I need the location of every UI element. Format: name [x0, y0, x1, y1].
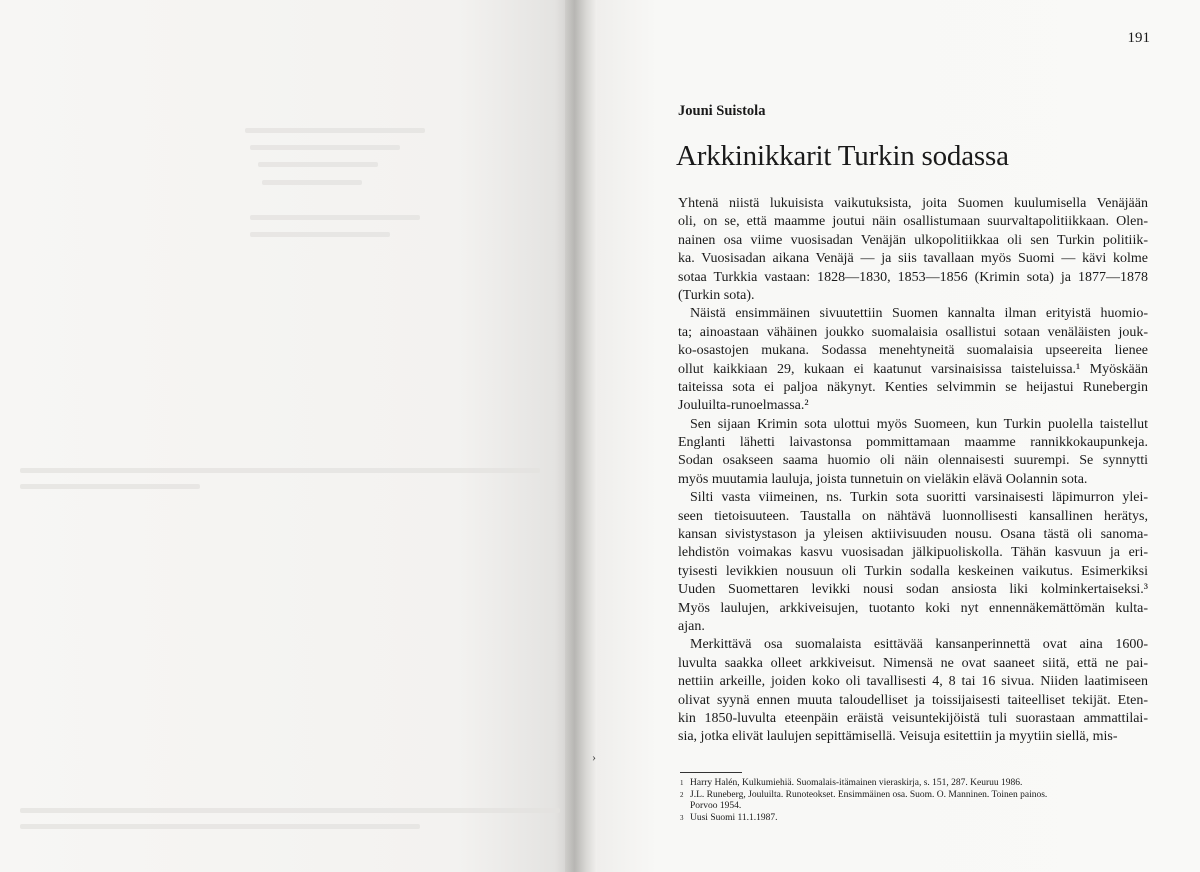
text-line: nainen osa viime vuosisadan Venäjän ulkopolitiikkaa oli sen Turkin politiik-: [678, 232, 1148, 248]
show-through-line: [20, 808, 560, 813]
footnote-number: 2: [680, 790, 684, 799]
text-line: tyisesti levikkien nousuun oli Turkin sodalla keskeinen vaikutus. Esimerkiksi: [678, 563, 1148, 579]
paragraph: [678, 489, 1148, 636]
text-line: oli, on se, että maamme joutui näin osallistumaan suurvaltapolitiikkaan. Olen-: [678, 214, 1148, 230]
footnote-rule: [680, 772, 742, 773]
footnote-text: J.L. Runeberg, Jouluilta. Runoteokset. Ensimmäinen osa. Suom. O. Manninen. Toinen painos.: [690, 789, 1048, 800]
show-through-line: [245, 128, 425, 133]
paragraph: [678, 195, 1148, 305]
text-line: seen tietoisuuteen. Taustalla on nähtävä luonnollisesti kansallinen herätys,: [678, 508, 1148, 524]
article-title: Arkkinikkarit Turkin sodassa: [676, 140, 1009, 172]
page-number: 191: [1127, 30, 1150, 46]
show-through-line: [262, 180, 362, 185]
show-through-line: [20, 484, 200, 489]
text-line: Sodan osakseen saama huomio oli näin olennaisesti suurempi. Se synnytti: [678, 453, 1148, 469]
author-name: Jouni Suistola: [678, 103, 766, 119]
text-line: ajan.: [678, 618, 705, 634]
footnote: [680, 778, 1150, 790]
text-line: myös muutamia lauluja, joista tunnetuin on vieläkin elävä Oolannin sota.: [678, 471, 1088, 487]
text-line: lehdistön voimakas kasvu vuosisadan jälkipuoliskolla. Tähän kasvuun ja eri-: [678, 545, 1148, 561]
show-through-line: [20, 824, 420, 829]
text-line: kansan sivistystason ja yleisen aktiivisuuden nousu. Osana tästä oli sanoma-: [678, 527, 1148, 543]
left-page-blank: [0, 0, 572, 872]
text-line: Näistä ensimmäinen sivuutettiin Suomen kannalta ilman erityistä huomio-: [690, 306, 1148, 322]
text-line: Sen sijaan Krimin sota ulottui myös Suomeen, kun Turkin puolella taistellut: [690, 416, 1148, 432]
footnote: [680, 813, 1150, 825]
text-line: sia, jotka elivät laulujen sepittämisellä. Veisuja esitettiin ja myytiin siellä, mis-: [678, 729, 1118, 745]
text-line: ko-osastojen mukana. Sodassa menehtyneitä suomalaisia upseereita lienee: [678, 343, 1148, 359]
text-line: luvulta saakka olleet arkkiveisut. Nimensä ne ovat saaneet siitä, että ne pai-: [678, 655, 1148, 671]
text-line: Yhtenä niistä lukuisista vaikutuksista, joita Suomen kuulumisella Venäjään: [678, 196, 1148, 211]
footnote-number: 1: [680, 779, 684, 787]
show-through-line: [258, 162, 378, 167]
text-line: nettiin arkeille, joiden koko oli tavallisesti 4, 8 tai 16 sivua. Niiden laatimiseen: [678, 674, 1148, 690]
text-line: (Turkin sota).: [678, 287, 755, 303]
text-line: Merkittävä osa suomalaista esittävää kansanperinnettä ovat aina 1600-: [690, 637, 1148, 653]
show-through-line: [250, 232, 390, 237]
footnote: [680, 801, 1150, 813]
text-line: Uuden Suomettaren levikki nousi sodan ansiosta liki kolminkertaiseksi.³: [678, 582, 1148, 598]
text-line: sotaa Turkkia vastaan: 1828—1830, 1853—1856 (Krimin sota) ja 1877—1878: [678, 269, 1148, 285]
text-line: ta; ainoastaan vähäinen joukko suomalaisia osallistui sotaan venäläisten jouk-: [678, 324, 1148, 340]
text-line: kin 1850-luvulta eteenpäin eräistä veisuntekijöistä tuli suorastaan ammattilai-: [678, 710, 1148, 726]
show-through-line: [250, 215, 420, 220]
footnotes: [680, 778, 1150, 824]
text-line: Myös laulujen, arkkiveisujen, tuotanto koki nyt ennennäkemättömän kulta-: [678, 600, 1148, 616]
article-body: [678, 195, 1148, 747]
show-through-line: [20, 468, 540, 473]
show-through-line: [250, 145, 400, 150]
paragraph: [678, 305, 1148, 415]
footnote-text: Porvoo 1954.: [690, 801, 742, 811]
footnote-text: Harry Halén, Kulkumiehiä. Suomalais-itämainen vieraskirja, s. 151, 287. Keuruu 1986.: [690, 778, 1023, 788]
text-line: Silti vasta viimeinen, ns. Turkin sota suoritti varsinaisesti läpimurron ylei-: [690, 490, 1148, 506]
text-line: ollut kaikkiaan 29, kukaan ei kaatunut varsinaisissa taisteluissa.¹ Myöskään: [678, 361, 1148, 377]
paragraph: [678, 636, 1148, 746]
text-line: Jouluilta-runoelmassa.²: [678, 398, 809, 414]
stray-mark: ›: [592, 750, 596, 764]
book-gutter: [565, 0, 597, 872]
text-line: olivat syynä ennen muuta taloudelliset ja toissijaisesti taiteelliset tekijät. Eten-: [678, 692, 1148, 708]
footnote: [680, 790, 1150, 802]
text-line: ka. Vuosisadan aikana Venäjä — ja siis tavallaan myös Suomi — kävi kolme: [678, 251, 1148, 267]
text-line: taiteissa sota ei paljoa näkynyt. Kenties selvimmin se heijastui Runebergin: [678, 379, 1148, 395]
footnote-number: 3: [680, 813, 684, 822]
text-line: Englanti lähetti laivastonsa pommittamaan maamme rannikkokaupunkeja.: [678, 435, 1148, 451]
paragraph: [678, 416, 1148, 490]
footnote-text: Uusi Suomi 11.1.1987.: [690, 812, 778, 823]
